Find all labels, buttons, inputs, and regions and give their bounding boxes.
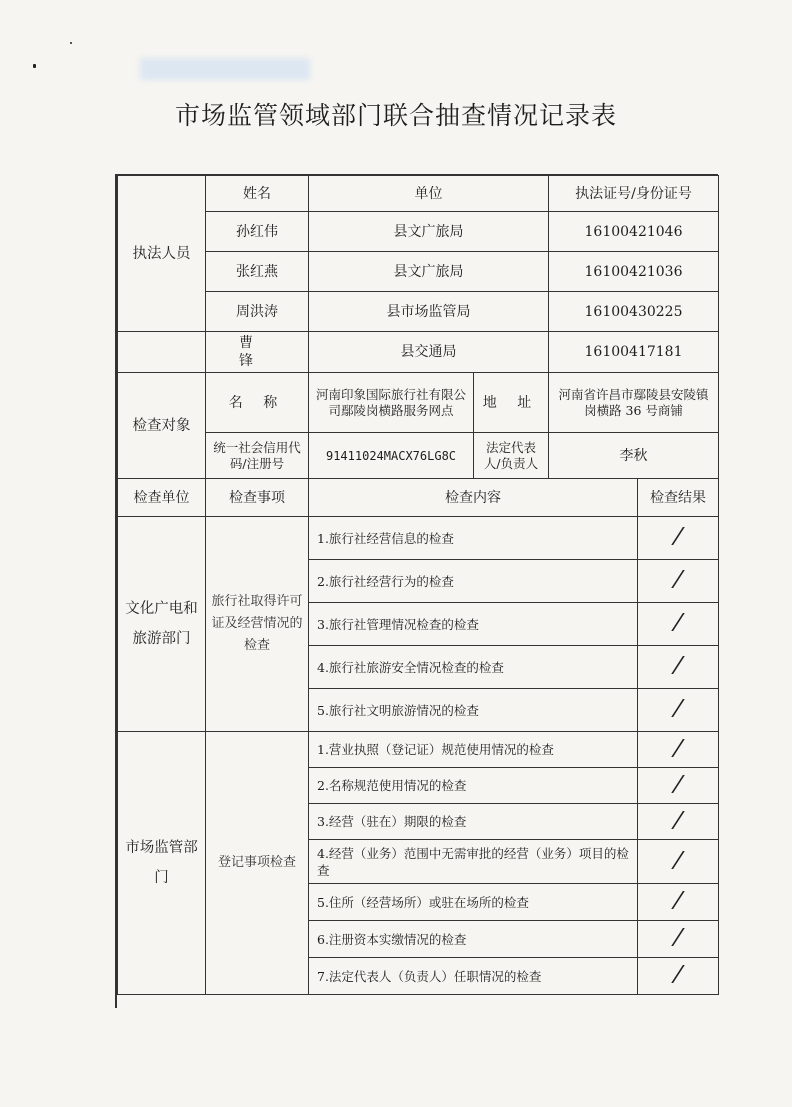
record-sheet [115,174,718,1008]
personnel-id: 16100430225 [549,292,719,332]
result-mark: / [672,567,684,592]
result-mark: / [672,735,684,761]
inspection-result-header: 检查结果 [638,479,719,517]
inspection-item: 5.旅行社文明旅游情况的检查 [309,689,638,732]
personnel-row [118,292,719,332]
target-name-row [118,373,719,433]
result-cell [638,804,719,840]
result-cell [638,958,719,995]
target-credit-label: 统一社会信用代码/注册号 [206,433,309,479]
result-cell [638,646,719,689]
target-rep-value: 李秋 [549,433,719,479]
inspection-header-row [118,479,719,517]
personnel-name: 曹 锋 [206,332,309,373]
department-culture: 文化广电和旅游部门 [118,517,206,732]
target-group-label: 检查对象 [118,373,206,479]
result-cell [638,768,719,804]
personnel-header-row [118,176,719,212]
scan-speck [70,42,72,44]
result-mark: / [672,925,684,950]
inspection-item: 5.住所（经营场所）或驻在场所的检查 [309,884,638,921]
inspection-content-header: 检查内容 [309,479,638,517]
inspection-matter-header: 检查事项 [206,479,309,517]
target-name-label: 名 称 [206,373,309,433]
personnel-unit: 县交通局 [309,332,549,373]
result-cell [638,840,719,884]
personnel-id: 16100421036 [549,252,719,292]
col-name-header: 姓名 [206,176,309,212]
inspection-row [118,517,719,560]
personnel-row [118,212,719,252]
inspection-item: 1.营业执照（登记证）规范使用情况的检查 [309,732,638,768]
inspection-item: 2.旅行社经营行为的检查 [309,560,638,603]
result-cell [638,560,719,603]
inspection-item: 4.旅行社旅游安全情况检查的检查 [309,646,638,689]
personnel-name: 孙红伟 [206,212,309,252]
target-address-label: 地 址 [474,373,549,433]
target-name-value: 河南印象国际旅行社有限公司鄢陵岗横路服务网点 [309,373,474,433]
inspection-item: 4.经营（业务）范围中无需审批的经营（业务）项目的检查 [309,840,638,884]
scan-speck [33,64,36,68]
personnel-row [118,332,719,373]
personnel-blank-cell [118,332,206,373]
result-cell [638,732,719,768]
result-cell [638,689,719,732]
personnel-unit: 县市场监管局 [309,292,549,332]
result-mark: / [672,771,684,797]
personnel-id: 16100421046 [549,212,719,252]
result-cell [638,517,719,560]
personnel-unit: 县文广旅局 [309,252,549,292]
inspection-item: 3.经营（驻在）期限的检查 [309,804,638,840]
inspection-unit-header: 检查单位 [118,479,206,517]
result-cell [638,921,719,958]
record-table [117,175,719,995]
personnel-name: 张红燕 [206,252,309,292]
matter-market: 登记事项检查 [206,732,309,995]
result-mark: / [672,653,684,678]
scan-artifact [140,58,310,80]
inspection-item: 6.注册资本实缴情况的检查 [309,921,638,958]
target-credit-row [118,433,719,479]
department-market: 市场监管部门 [118,732,206,995]
result-mark: / [672,696,684,721]
result-cell [638,603,719,646]
result-mark: / [672,962,684,987]
personnel-id: 16100417181 [549,332,719,373]
matter-culture: 旅行社取得许可证及经营情况的检查 [206,517,309,732]
result-mark: / [672,524,684,549]
page-title: 市场监管领域部门联合抽查情况记录表 [174,101,617,130]
result-mark: / [672,610,684,635]
result-cell [638,884,719,921]
result-mark: / [672,847,684,873]
personnel-row [118,252,719,292]
col-unit-header: 单位 [309,176,549,212]
personnel-unit: 县文广旅局 [309,212,549,252]
personnel-group-label: 执法人员 [118,176,206,332]
inspection-item: 3.旅行社管理情况检查的检查 [309,603,638,646]
col-id-header: 执法证号/身份证号 [549,176,719,212]
inspection-row [118,732,719,768]
target-credit-value: 91411024MACX76LG8C [309,433,474,479]
result-mark: / [672,888,684,913]
inspection-item: 2.名称规范使用情况的检查 [309,768,638,804]
target-rep-label: 法定代表人/负责人 [474,433,549,479]
target-address-value: 河南省许昌市鄢陵县安陵镇岗横路 36 号商铺 [549,373,719,433]
personnel-name: 周洪涛 [206,292,309,332]
inspection-item: 1.旅行社经营信息的检查 [309,517,638,560]
inspection-item: 7.法定代表人（负责人）任职情况的检查 [309,958,638,995]
result-mark: / [672,807,684,833]
